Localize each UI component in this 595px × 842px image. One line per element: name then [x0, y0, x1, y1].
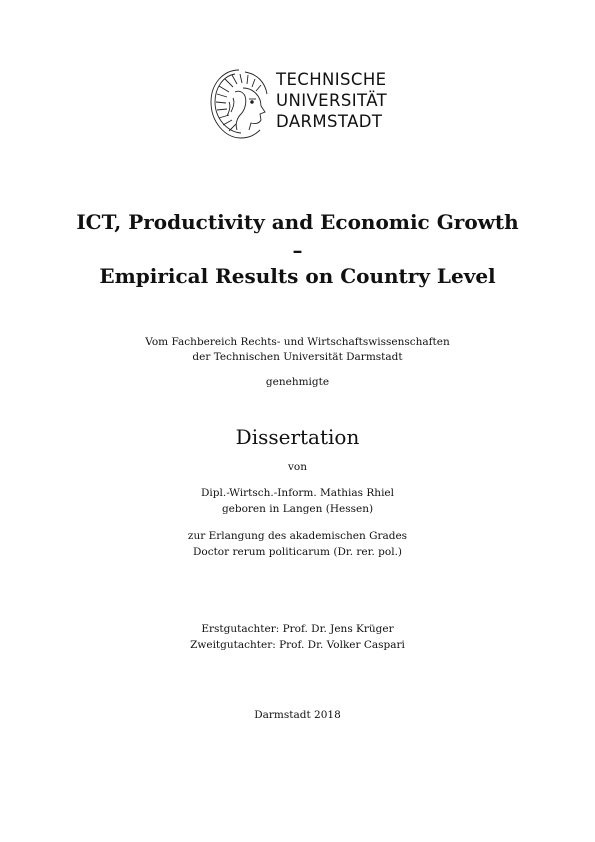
place-date: Darmstadt 2018 — [254, 709, 341, 721]
second-reviewer: Zweitgutachter: Prof. Dr. Volker Caspari — [190, 639, 405, 651]
university-logo — [205, 66, 395, 142]
title-line-2: Empirical Results on Country Level — [99, 264, 496, 288]
title-dash: – — [292, 238, 303, 262]
university-wordmark — [276, 69, 387, 132]
logo-line-2: UNIVERSITÄT — [276, 91, 388, 110]
degree-purpose-line-1: zur Erlangung des akademischen Grades — [187, 530, 408, 542]
approval-line-2: der Technischen Universität Darmstadt — [192, 351, 403, 363]
logo-line-3: DARMSTADT — [276, 112, 383, 131]
approval-line-3: genehmigte — [265, 376, 330, 388]
dissertation-heading: Dissertation — [235, 425, 360, 449]
dissertation-by: von — [287, 461, 308, 473]
author-birthplace: geboren in Langen (Hessen) — [221, 503, 374, 515]
title-line-1: ICT, Productivity and Economic Growth — [76, 210, 519, 234]
athena-emblem-icon — [205, 66, 273, 142]
degree-purpose-line-2: Doctor rerum politicarum (Dr. rer. pol.) — [192, 546, 403, 558]
author-name: Dipl.-Wirtsch.-Inform. Mathias Rhiel — [201, 487, 394, 499]
approval-line-1: Vom Fachbereich Rechts- und Wirtschaftswissenschaften — [145, 336, 450, 348]
logo-line-1: TECHNISCHE — [276, 70, 387, 89]
first-reviewer: Erstgutachter: Prof. Dr. Jens Krüger — [201, 623, 394, 635]
